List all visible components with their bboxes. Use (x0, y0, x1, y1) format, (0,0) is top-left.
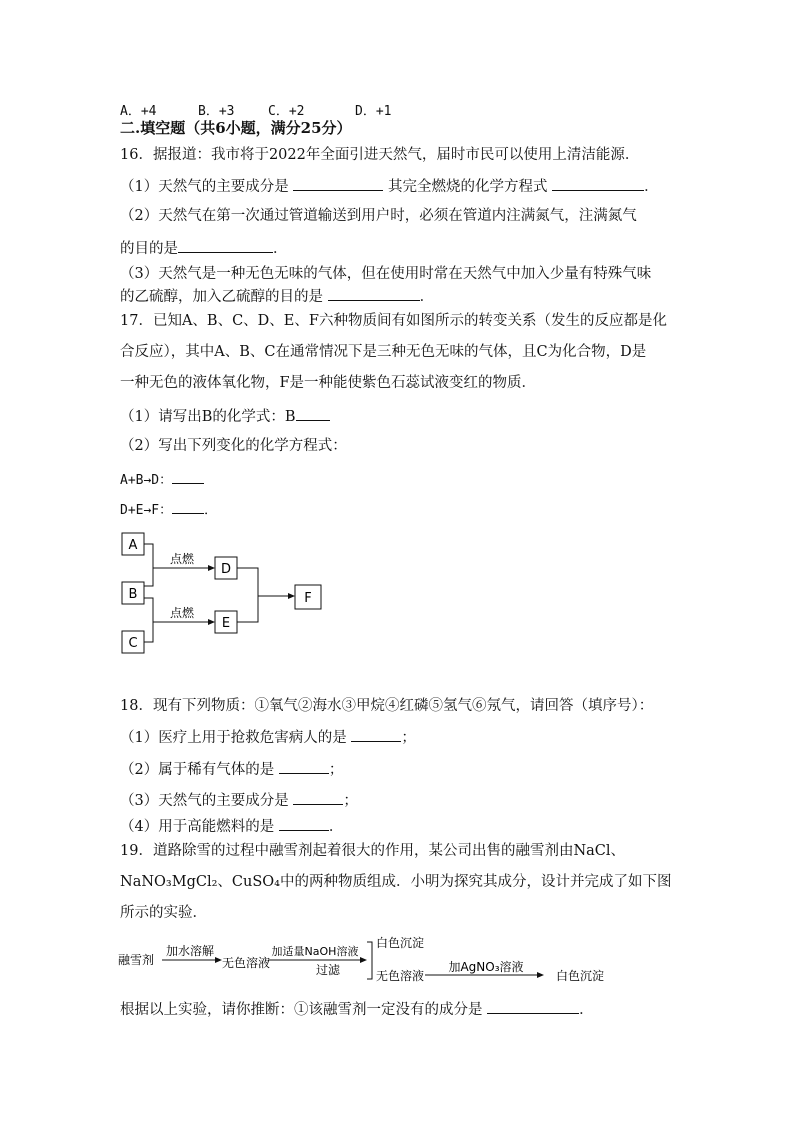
answer-blank[interactable] (552, 176, 644, 191)
answer-blank[interactable] (172, 499, 204, 514)
q17-eq2 (120, 499, 217, 520)
q16-part2-line2 (120, 238, 288, 258)
semicolon: ； (343, 793, 358, 809)
box-d-label: D (220, 562, 232, 577)
answer-blank[interactable] (293, 790, 343, 805)
option-b: B．+3 (198, 104, 235, 119)
q17-part1-label: （1）请写出B的化学式：B (120, 409, 296, 425)
q16-part1-b: 其完全燃烧的化学方程式 (387, 179, 548, 195)
period: ． (419, 289, 435, 305)
condition-ignite-2: 点燃 (169, 606, 195, 620)
q16-part2-line1: （2）天然气在第一次通过管道输送到用户时，必须在管道内注满氮气，注满氮气 (120, 208, 637, 224)
q18-part3-label: （3）天然气的主要成分是 (120, 793, 289, 809)
section-title: 二.填空题（共6小题，满分25分） (120, 119, 352, 137)
q16-part3-b: 的乙硫醇，加入乙硫醇的目的是 (120, 289, 323, 305)
flow-start: 融雪剂 (118, 953, 155, 967)
q19-line1: 19．道路除雪的过程中融雪剂起着很大的作用，某公司出售的融雪剂由NaCl、 (120, 843, 626, 859)
answer-blank[interactable] (487, 999, 579, 1014)
box-b-label: B (128, 587, 138, 602)
flow-step1: 加水溶解 (165, 944, 215, 958)
flow-end: 白色沉淀 (556, 969, 605, 983)
q17-line2: 合反应），其中A、B、C在通常情况下是三种无色无味的气体，且C为化合物，D是 (120, 344, 647, 360)
q18-part4-label: （4）用于高能燃料的是 (120, 819, 275, 835)
flow-out2: 无色溶液 (376, 969, 425, 983)
answer-blank[interactable] (178, 238, 273, 253)
answer-blank[interactable] (279, 816, 329, 831)
box-e-label: E (221, 616, 231, 631)
q18-part2 (120, 759, 343, 779)
answer-blank[interactable] (279, 759, 329, 774)
answer-blank[interactable] (351, 727, 401, 742)
q19-line2: NaNO₃MgCl₂、CuSO₄中的两种物质组成．小明为探究其成分，设计并完成了如下图 (120, 874, 672, 890)
option-d: D．+1 (355, 104, 392, 119)
q17-part2: （2）写出下列变化的化学方程式： (120, 438, 347, 454)
period: ． (644, 179, 659, 195)
semicolon: ； (328, 762, 344, 778)
flow-step3: 加AgNO₃溶液 (448, 960, 524, 974)
period: ． (328, 819, 344, 835)
experiment-flow-diagram (118, 932, 638, 987)
period: ． (579, 1002, 594, 1018)
box-a-label: A (128, 538, 138, 553)
flow-step2: 加适量NaOH溶液 (271, 945, 359, 958)
q19-infer-label: 根据以上实验，请你推断：①该融雪剂一定没有的成分是 (120, 1002, 483, 1018)
q17-part1 (120, 406, 330, 426)
q18-part3 (120, 790, 358, 810)
q19-infer (120, 999, 594, 1019)
answer-blank[interactable] (328, 286, 420, 301)
q17-eq1 (120, 469, 204, 490)
q17-eq1-label: A+B→D： (120, 473, 173, 488)
q19-line3: 所示的实验． (120, 905, 207, 921)
period: ． (204, 503, 218, 518)
q16-part1-a: （1）天然气的主要成分是 (120, 179, 289, 195)
q17-eq2-label: D+E→F： (120, 503, 173, 518)
q16-part1 (120, 176, 659, 196)
q17-line3: 一种无色的液体氧化物，F是一种能使紫色石蕊试液变红的物质． (120, 375, 537, 391)
q16-stem: 16．据报道：我市将于2022年全面引进天然气，届时市民可以使用上清洁能源． (120, 147, 640, 163)
q16-part3-line2 (120, 286, 434, 306)
q18-stem: 18．现有下列物质：①氧气②海水③甲烷④红磷⑤氢气⑥氖气，请回答（填序号）： (120, 698, 654, 714)
flow-out1: 白色沉淀 (376, 936, 425, 950)
q18-part4 (120, 816, 343, 836)
answer-blank[interactable] (296, 406, 330, 421)
period: ． (273, 241, 288, 257)
box-f-label: F (304, 591, 312, 606)
condition-ignite-1: 点燃 (169, 552, 195, 566)
q16-part3-line1: （3）天然气是一种无色无味的气体，但在使用时常在天然气中加入少量有特殊气味 (120, 266, 652, 282)
q16-part2-b: 的目的是 (120, 241, 178, 257)
box-c-label: C (128, 636, 138, 651)
reaction-diagram (115, 528, 335, 663)
q17-line1: 17．已知A、B、C、D、E、F六种物质间有如图所示的转变关系（发生的反应都是化 (120, 313, 667, 329)
q18-part2-label: （2）属于稀有气体的是 (120, 762, 275, 778)
flow-filter: 过滤 (315, 963, 341, 977)
answer-blank[interactable] (293, 176, 383, 191)
option-a: A．+4 (120, 104, 157, 119)
q18-part1 (120, 727, 416, 747)
flow-mid: 无色溶液 (222, 956, 271, 970)
q18-part1-label: （1）医疗上用于抢救危害病人的是 (120, 730, 347, 746)
semicolon: ； (401, 730, 416, 746)
option-c: C．+2 (268, 104, 305, 119)
answer-blank[interactable] (172, 469, 204, 484)
